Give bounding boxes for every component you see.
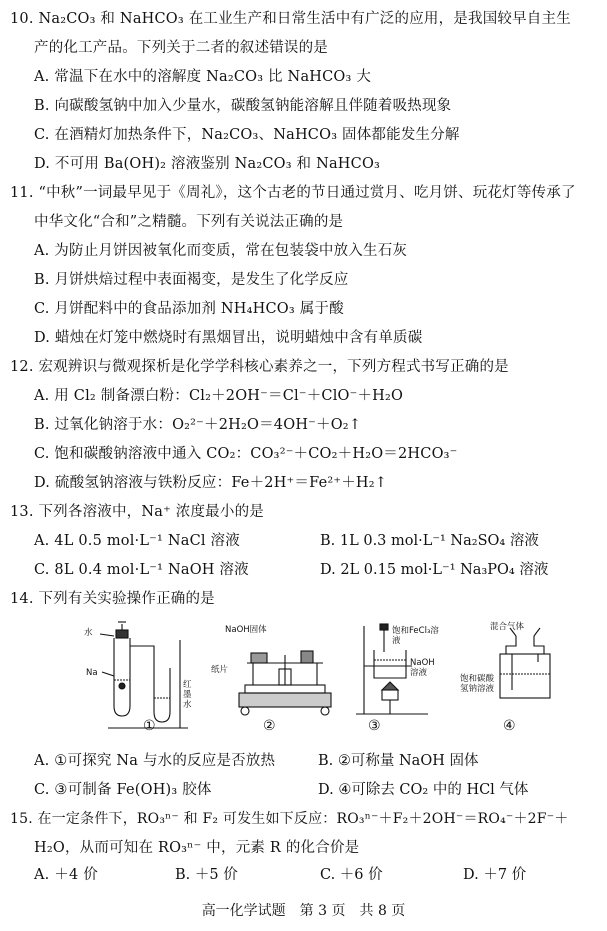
q12-option-b: B. 过氧化钠溶于水：O₂²⁻＋2H₂O＝4OH⁻＋O₂↑ [34, 417, 362, 433]
q11-option-b: B. 月饼烘焙过程中表面褐变，是发生了化学反应 [34, 272, 349, 288]
q14-stem-line1: 14. 下列有关实验操作正确的是 [10, 591, 215, 607]
q11-stem-line1: 11. “中秋”一词最早见于《周礼》，这个古老的节日通过赏月、吃月饼、玩花灯等传承了 [10, 185, 576, 201]
fig1-label-red-water: 红墨水 [183, 680, 192, 710]
page-footer: 高一化学试题 第 3 页 共 8 页 [201, 903, 406, 919]
q15-stem-line2: H₂O，从而可知在 RO₃ⁿ⁻ 中，元素 R 的化合价是 [34, 840, 360, 856]
fig2-label-naoh: NaOH固体 [225, 625, 267, 635]
figure-4-drawing [460, 622, 570, 717]
q15-option-d: D. ＋7 价 [463, 867, 527, 883]
q15-option-a: A. ＋4 价 [34, 867, 98, 883]
q13-option-d: D. 2L 0.15 mol·L⁻¹ Na₃PO₄ 溶液 [320, 562, 549, 578]
fig3-label-naoh: NaOH溶液 [410, 658, 435, 678]
figure-1-na-water-apparatus [80, 620, 200, 740]
q10-stem-line2: 产的化工产品。下列关于二者的叙述错误的是 [34, 40, 328, 56]
q11-stem-line2: 中华文化“合和”之精髓。下列有关说法正确的是 [34, 214, 344, 230]
fig2-number: ② [263, 718, 276, 734]
q13-stem-line1: 13. 下列各溶液中，Na⁺ 浓度最小的是 [10, 504, 264, 520]
fig4-label-gas: 混合气体 [490, 622, 525, 632]
q10-stem-line1: 10. Na₂CO₃ 和 NaHCO₃ 在工业生产和日常生活中有广泛的应用，是我国较早自主生 [10, 11, 571, 27]
fig3-label-fecl3: 饱和FeCl₃溶液 [392, 626, 439, 646]
figure-1-drawing [80, 620, 200, 740]
fig4-number: ④ [503, 718, 516, 734]
q10-option-d: D. 不可用 Ba(OH)₂ 溶液鉴别 Na₂CO₃ 和 NaHCO₃ [34, 156, 381, 172]
fig1-number: ① [143, 718, 156, 734]
q14-option-b: B. ②可称量 NaOH 固体 [318, 753, 479, 769]
fig1-label-water: 水 [84, 628, 93, 638]
q10-option-a: A. 常温下在水中的溶解度 Na₂CO₃ 比 NaHCO₃ 大 [34, 69, 372, 85]
fig1-label-na: Na [86, 668, 98, 678]
fig2-label-paper: 纸片 [211, 665, 229, 675]
figure-4-gas-wash-apparatus [460, 622, 570, 717]
q13-option-b: B. 1L 0.3 mol·L⁻¹ Na₂SO₄ 溶液 [320, 533, 539, 549]
q10-option-c: C. 在酒精灯加热条件下，Na₂CO₃、NaHCO₃ 固体都能发生分解 [34, 127, 460, 143]
q11-option-c: C. 月饼配料中的食品添加剂 NH₄HCO₃ 属于酸 [34, 301, 344, 317]
q14-option-a: A. ①可探究 Na 与水的反应是否放热 [34, 753, 276, 769]
q12-stem-line1: 12. 宏观辨识与微观探析是化学学科核心素养之一，下列方程式书写正确的是 [10, 359, 509, 375]
q11-option-d: D. 蜡烛在灯笼中燃烧时有黑烟冒出，说明蜡烛中含有单质碳 [34, 330, 423, 346]
q12-option-d: D. 硫酸氢钠溶液与铁粉反应：Fe＋2H⁺＝Fe²⁺＋H₂↑ [34, 475, 388, 491]
q15-option-b: B. ＋5 价 [175, 867, 238, 883]
q12-option-c: C. 饱和碳酸钠溶液中通入 CO₂：CO₃²⁻＋CO₂＋H₂O＝2HCO₃⁻ [34, 446, 458, 462]
q14-option-d: D. ④可除去 CO₂ 中的 HCl 气体 [318, 782, 529, 798]
q13-option-a: A. 4L 0.5 mol·L⁻¹ NaCl 溶液 [34, 533, 240, 549]
figure-2-drawing [225, 625, 345, 720]
fig4-label-nahco3: 饱和碳酸氢钠溶液 [460, 674, 495, 694]
q12-option-a: A. 用 Cl₂ 制备漂白粉：Cl₂＋2OH⁻＝Cl⁻＋ClO⁻＋H₂O [34, 388, 404, 404]
q14-option-c: C. ③可制备 Fe(OH)₃ 胶体 [34, 782, 212, 798]
q10-option-b: B. 向碳酸氢钠中加入少量水，碳酸氢钠能溶解且伴随着吸热现象 [34, 98, 452, 114]
figure-3-colloid-apparatus [350, 620, 450, 720]
q15-option-c: C. ＋6 价 [320, 867, 383, 883]
q13-option-c: C. 8L 0.4 mol·L⁻¹ NaOH 溶液 [34, 562, 249, 578]
figure-2-balance-apparatus [211, 625, 345, 720]
fig3-number: ③ [368, 718, 381, 734]
q15-stem-line1: 15. 在一定条件下，RO₃ⁿ⁻ 和 F₂ 可发生如下反应：RO₃ⁿ⁻＋F₂＋2OH⁻＝RO₄⁻＋2F⁻＋ [10, 811, 569, 827]
q11-option-a: A. 为防止月饼因被氧化而变质，常在包装袋中放入生石灰 [34, 243, 408, 259]
